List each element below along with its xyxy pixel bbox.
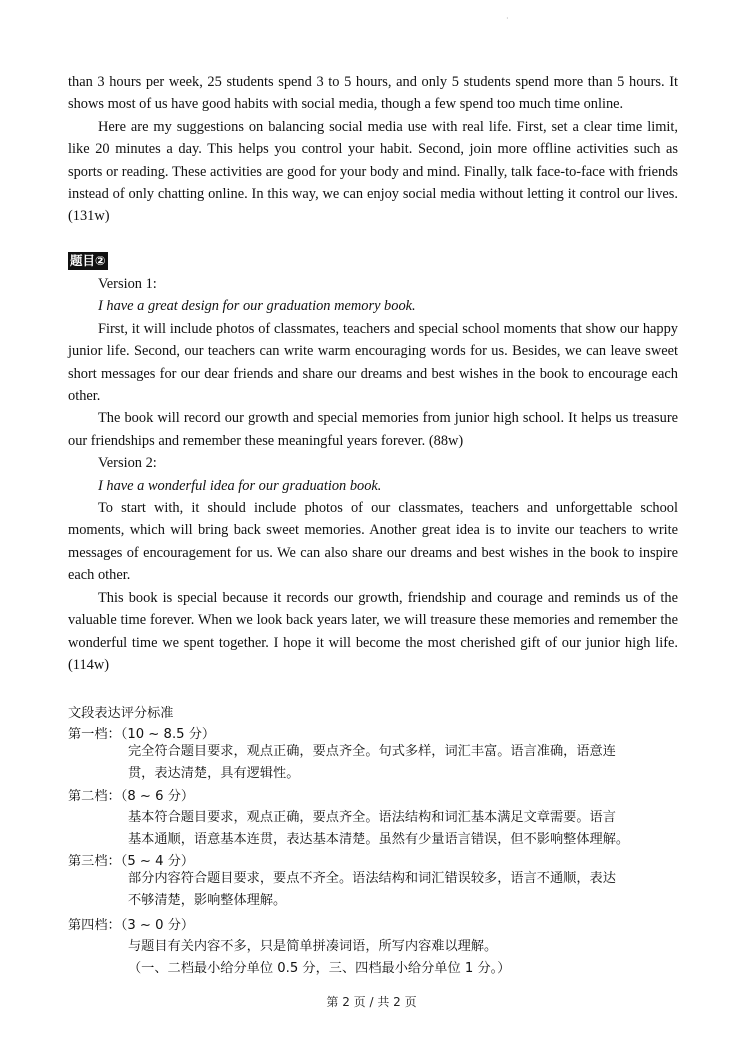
essay-paragraph: First, it will include photos of classmates, teachers and special school moments that show our happy junior life. Second, our teachers can write warm encouraging words for us. Besides, we can leave sweet short messages for our dear friends and share our dreams and best wishes in the book to encourage each other.: [68, 320, 678, 405]
question-tag-row: [68, 252, 678, 270]
grading-line: 部分内容符合题目要求，要点不齐全。语法结构和词汇错误较多，语言不通顺，表达: [128, 871, 616, 886]
grading-line: （一、二档最小给分单位 0.5 分，三、四档最小给分单位 1 分。）: [128, 961, 511, 977]
grading-line: 不够清楚，影响整体理解。: [128, 893, 287, 909]
essay-paragraph: than 3 hours per week, 25 students spend 3 to 5 hours, and only 5 students spend more than 5 hours. It shows most of us have good habits with social media, though a few spend too much time online.: [68, 74, 678, 113]
version-label: Version 2:: [98, 455, 157, 472]
grading-level-desc: [128, 807, 680, 852]
grading-level-label: 第三档：（5 ~ 4 分）: [68, 854, 195, 869]
page-footer: 第 2 页 / 共 2 页: [326, 995, 417, 1009]
version-opening: I have a wonderful idea for our graduation book.: [98, 477, 382, 494]
version-opening: I have a great design for our graduation memory book.: [98, 298, 416, 315]
essay-paragraph: The book will record our growth and special memories from junior high school. It helps us treasure our friendships and remember these meaningful years forever. (88w): [68, 410, 678, 449]
grading-level-label: 第二档：（8 ~ 6 分）: [68, 789, 195, 804]
grading-title: 文段表达评分标准: [68, 706, 174, 721]
essay-paragraph: Here are my suggestions on balancing social media use with real life. First, set a clear time limit, like 20 minutes a day. This helps you control your habit. Second, join more offline activities such as sports or reading. These activities are good for your body and mind. Finally, talk face-to-face with friends instead of only chatting online. In this way, we can enjoy social media without letting it control our lives. (131w): [68, 118, 678, 225]
grading-level-desc: [128, 868, 680, 913]
essay-ending-section: [68, 71, 678, 228]
grading-level-desc: [128, 936, 680, 981]
grading-line: 与题目有关内容不多，只是简单拼凑词语，所写内容难以理解。: [128, 939, 498, 954]
grading-level-label: 第一档：（10 ~ 8.5 分）: [68, 727, 216, 742]
grading-line: 完全符合题目要求，观点正确，要点齐全。句式多样，词汇丰富。语言准确，语意连: [128, 744, 616, 759]
grading-line: 贯，表达清楚，具有逻辑性。: [128, 766, 300, 782]
essay-paragraph: This book is special because it records our growth, friendship and courage and reminds us of the valuable time forever. When we look back years later, we will treasure these memories and remember the wonderful time we spent together. I hope it will become the most cherished gift of our junior high life. (114w): [68, 589, 693, 673]
question-tag: 题目②: [70, 253, 106, 268]
grading-level-label: 第四档：（3 ~ 0 分）: [68, 918, 195, 933]
essay-paragraph: To start with, it should include photos of our classmates, teachers and unforgettable school moments, which will bring back sweet memories. Another great idea is to invite our teachers to write messages of encouragement for us. We can also share our dreams and best wishes in the book to inspire each other.: [68, 500, 678, 584]
grading-level-desc: [128, 741, 680, 786]
grading-line: 基本符合题目要求，观点正确，要点齐全。语法结构和词汇基本满足文章需要。语言: [128, 810, 616, 825]
page-mark: ·: [506, 14, 509, 23]
grading-line: 基本通顺，语意基本连贯，表达基本清楚。虽然有少量语言错误，但不影响整体理解。: [128, 832, 630, 848]
question2-section: [68, 273, 693, 676]
version-label: Version 1:: [98, 276, 157, 292]
